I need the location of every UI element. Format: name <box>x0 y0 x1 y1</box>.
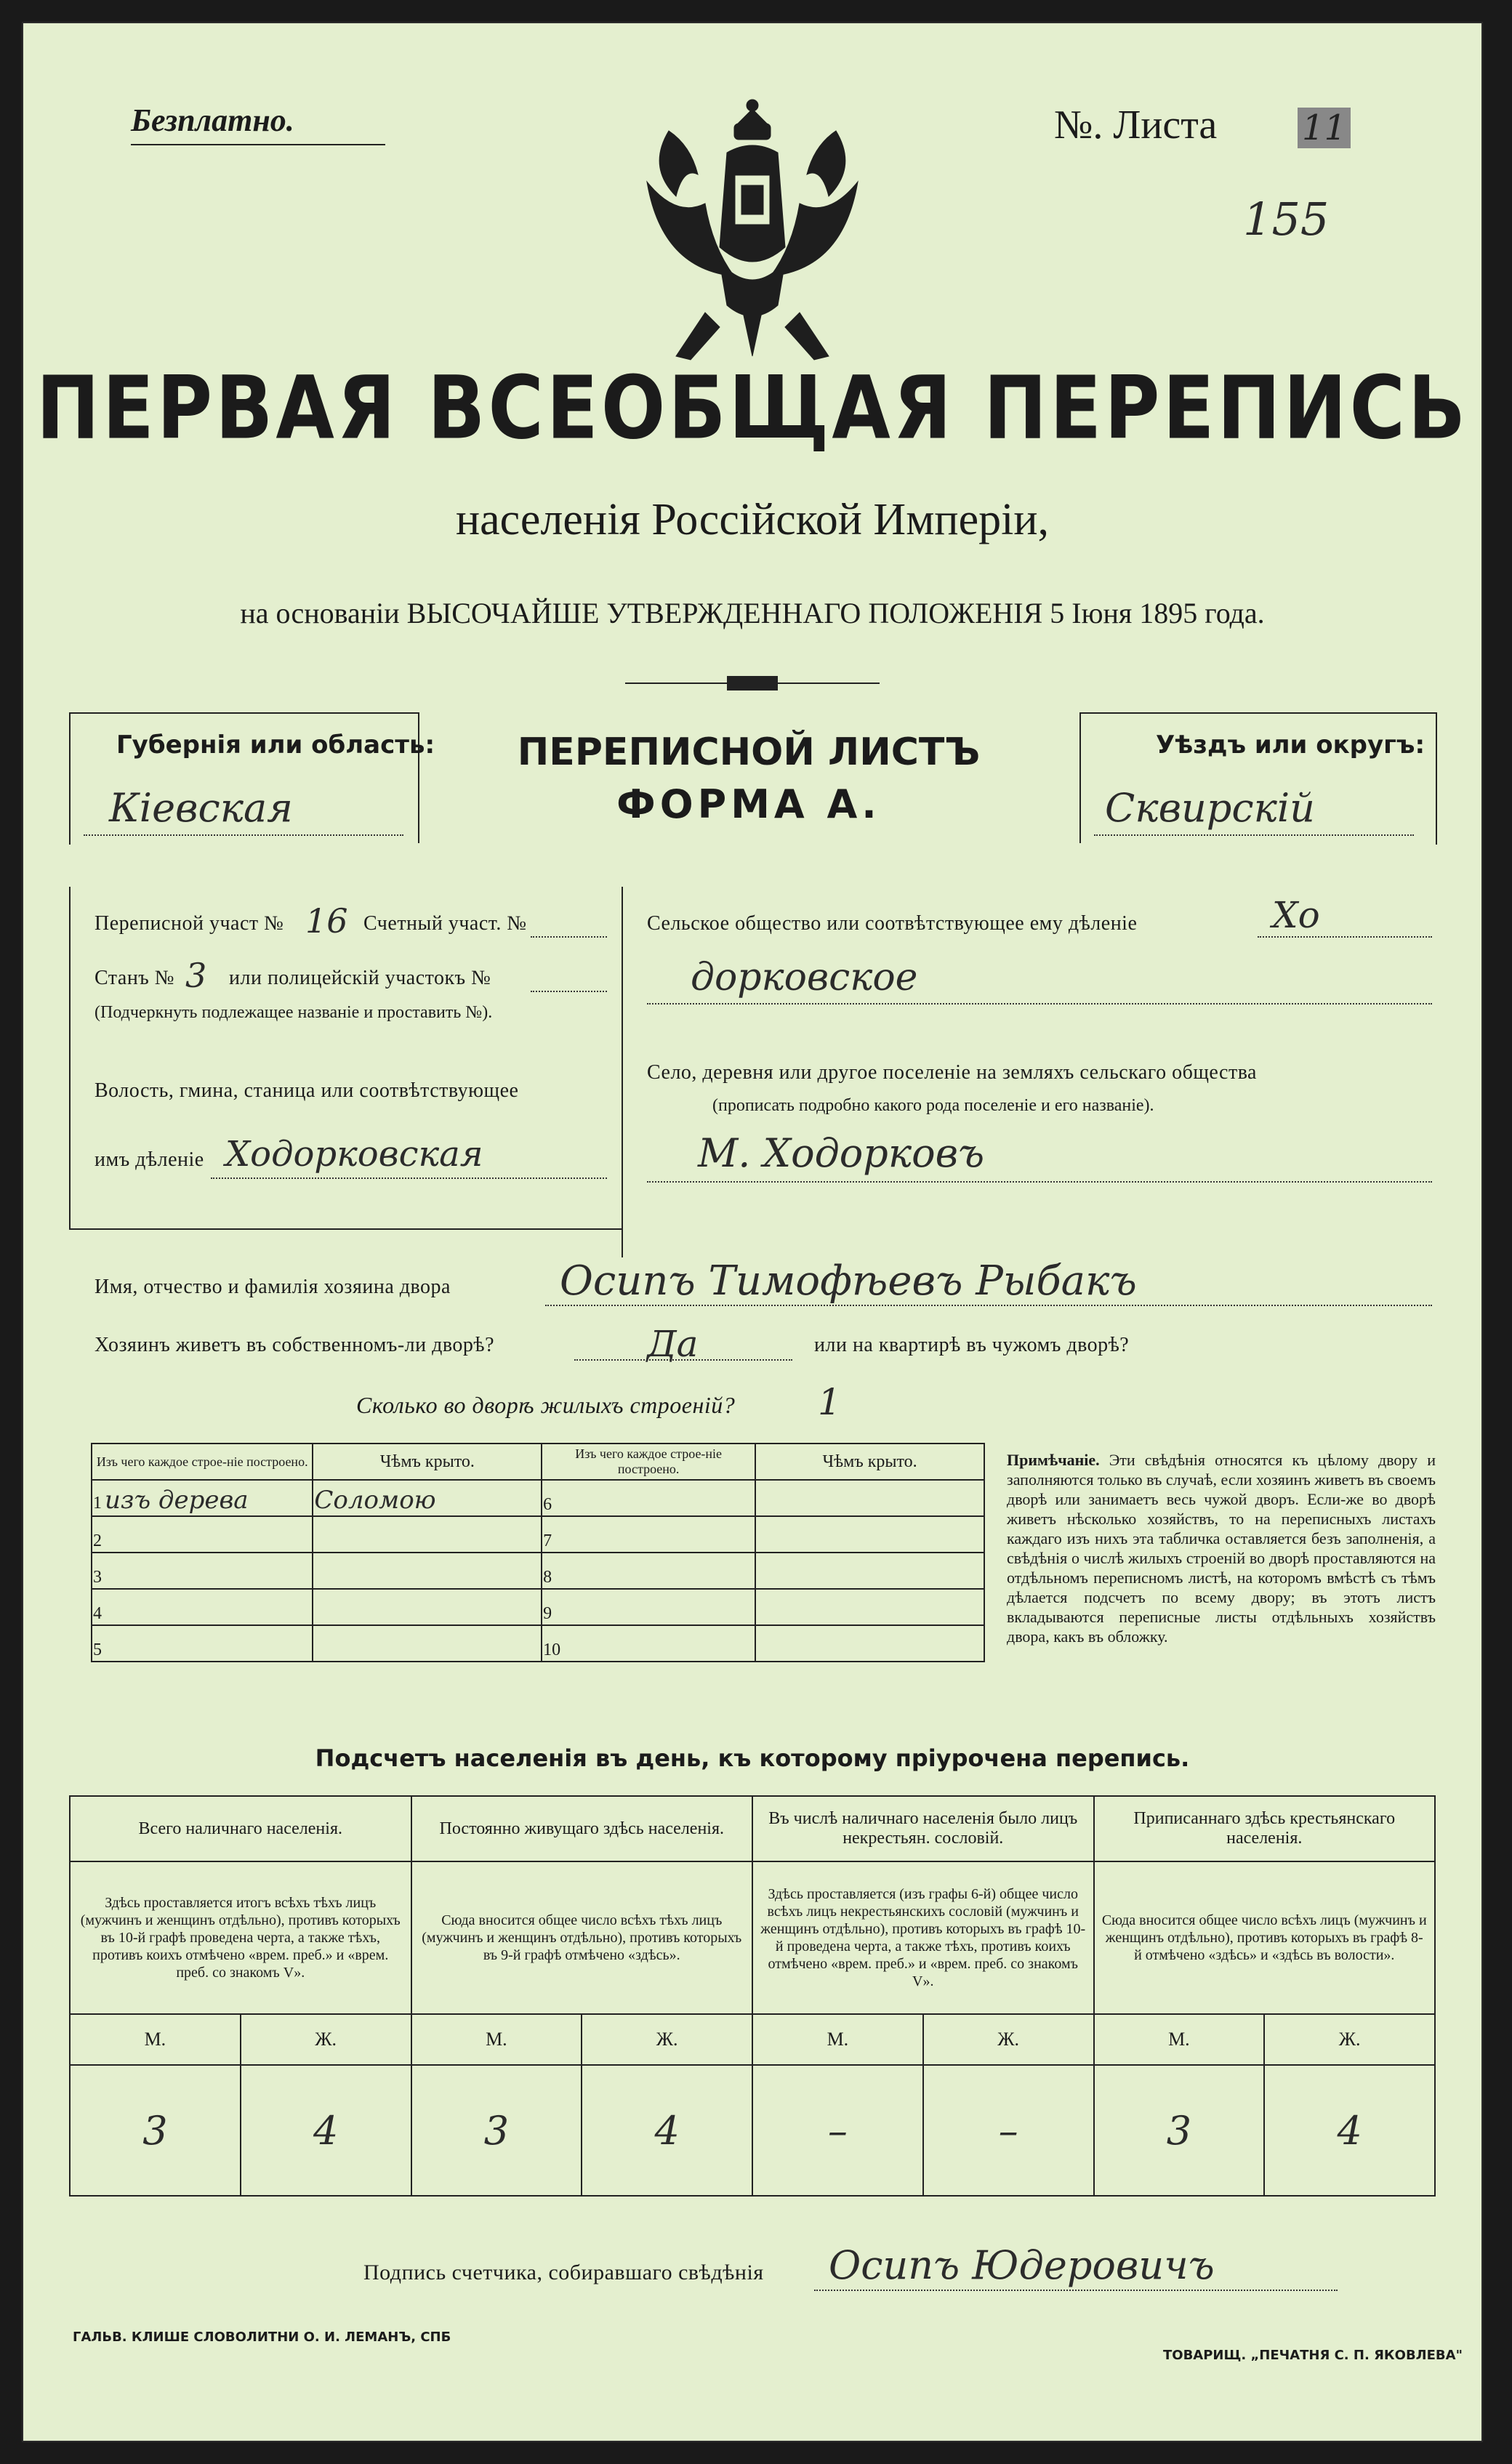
signature-label: Подпись счетчика, собиравшаго свѣдѣнія <box>363 2260 764 2284</box>
roof-1: Соломою <box>314 1486 436 1515</box>
pop-col-desc-3: Здѣсь проставляется (изъ графы 6-й) общее число всѣхъ лицъ некрестьянскихъ сословій (мужчинъ и женщинъ отдѣльно), противъ которыхъ въ графѣ 10-й проведена черта, а также тѣхъ, противъ коихъ отмѣчено «врем. преб.» и «врем. преб. со знакомъ V». <box>752 1861 1094 2014</box>
table-row: 2 7 <box>92 1516 984 1553</box>
stan-value: 3 <box>185 956 207 995</box>
legal-basis: на основаніи ВЫСОЧАЙШЕ УТВЕРЖДЕННАГО ПОЛОЖЕНІЯ 5 Іюня 1895 года. <box>240 597 1265 629</box>
table-row: 4 9 <box>92 1589 984 1625</box>
volost-label: Волость, гмина, станица или соотвѣтствующее <box>94 1079 519 1102</box>
material-1: изъ дерева <box>105 1486 249 1515</box>
m-label-2: М. <box>411 2014 582 2065</box>
ornament-divider <box>625 672 880 694</box>
page-subtitle: населенія Россійской Имперіи, <box>455 495 1050 544</box>
col-material-right: Изъ чего каждое строе-ніе построено. <box>542 1444 755 1480</box>
pop-col-desc-2: Сюда вносится общее число всѣхъ тѣхъ лицъ (мужчинъ и женщинъ отдѣльно), противъ которыхъ въ 9-й графѣ отмѣчено «здѣсь». <box>411 1861 753 2014</box>
pop-col-desc-4: Сюда вносится общее число всѣхъ лицъ (мужчинъ и женщинъ отдѣльно), противъ которыхъ въ графѣ 8-й отмѣчено «здѣсь» и «здѣсь въ волости». <box>1094 1861 1436 2014</box>
form-title: ПЕРЕПИСНОЙ ЛИСТЪ <box>517 730 981 774</box>
pop-f-3: – <box>923 2065 1094 2196</box>
note-title: Примѣчаніе. <box>1007 1451 1100 1469</box>
pop-f-4: 4 <box>1264 2065 1435 2196</box>
signature-value: Осипъ Юдеровичъ <box>829 2242 1215 2288</box>
pop-col-desc-1: Здѣсь проставляется итогъ всѣхъ тѣхъ лицъ (мужчинъ и женщинъ отдѣльно), противъ которыхъ въ 10-й графѣ проведена черта, а также тѣхъ, противъ коихъ отмѣчено «врем. преб.» и «врем. преб. со знакомъ V». <box>70 1861 411 2014</box>
pop-col-title-4: Приписаннаго здѣсь крестьянскаго населенія. <box>1094 1796 1436 1861</box>
m-label-1: М. <box>70 2014 241 2065</box>
own-yard-label: Хозяинъ живетъ въ собственномъ-ли дворѣ? <box>94 1334 495 1356</box>
m-label-3: М. <box>752 2014 923 2065</box>
table-row: 5 10 <box>92 1625 984 1662</box>
free-label: Безплатно. <box>131 102 294 138</box>
stan-label: Станъ № <box>94 967 174 989</box>
f-label-1: Ж. <box>241 2014 411 2065</box>
pop-m-2: 3 <box>411 2065 582 2196</box>
population-table <box>69 1795 1436 2197</box>
census-sheet <box>22 22 1483 2442</box>
buildings-value: 1 <box>818 1381 841 1423</box>
table-row: 1 изъ дерева Соломою 6 <box>92 1480 984 1516</box>
population-heading: Подсчетъ населенія въ день, къ которому пріурочена перепись. <box>315 1744 1190 1772</box>
m-label-4: М. <box>1094 2014 1265 2065</box>
sheet-number-label: №. Листа <box>1054 102 1218 148</box>
pop-col-title-1: Всего наличнаго населенія. <box>70 1796 411 1861</box>
sheet-number-value: 11 <box>1298 108 1351 148</box>
volost-label-2: имъ дѣленіе <box>94 1148 204 1171</box>
note-text: Эти свѣдѣнія относятся къ цѣлому двору и заполняются только въ случаѣ, если хозяинъ живетъ въ своемъ дворѣ или занимаетъ весь чужой дворъ. Если-же во дворѣ живетъ нѣсколько хозяйствъ, то на переписныхъ листахъ каждаго изъ нихъ эта табличка оставляется безъ заполненія, а свѣдѣнія о числѣ жилыхъ строеній во дворѣ проставляются на отдѣльномъ переписномъ листѣ, на которомъ вмѣстѣ съ тѣмъ дѣлается подсчетъ по всему двору; въ этотъ листъ вкладываются переписные листы отдѣльныхъ хозяйствъ двора, какъ въ обложку. <box>1007 1451 1436 1646</box>
pop-f-2: 4 <box>582 2065 752 2196</box>
other-yard-label: или на квартирѣ въ чужомъ дворѣ? <box>814 1334 1130 1356</box>
uezd-label: Уѣздъ или округъ: <box>1156 730 1425 760</box>
f-label-2: Ж. <box>582 2014 752 2065</box>
page-number: 155 <box>1243 193 1330 246</box>
society-value: Хо <box>1272 894 1320 936</box>
society-label: Сельское общество или соотвѣтствующее ему дѣленіе <box>647 912 1138 935</box>
volost-value: Ходорковская <box>225 1134 483 1175</box>
col-material-left: Изъ чего каждое строе-ніе построено. <box>92 1444 313 1480</box>
census-section-value: 16 <box>305 901 348 941</box>
f-label-3: Ж. <box>923 2014 1094 2065</box>
pop-m-4: 3 <box>1094 2065 1265 2196</box>
imperial-eagle-icon <box>632 94 872 371</box>
owner-name-label: Имя, отчество и фамилія хозяина двора <box>94 1276 451 1298</box>
village-note: (прописать подробно какого рода поселеніе и его названіе). <box>712 1096 1154 1115</box>
table-row: 3 8 <box>92 1553 984 1589</box>
gubernia-label: Губернія или область: <box>116 730 435 760</box>
village-value: М. Ходорковъ <box>698 1130 985 1176</box>
f-label-4: Ж. <box>1264 2014 1435 2065</box>
form-type: ФОРМА А. <box>616 781 881 827</box>
census-section-label: Переписной участ № <box>94 912 284 935</box>
pop-col-title-3: Въ числѣ наличнаго населенія было лицъ некрестьян. сословій. <box>752 1796 1094 1861</box>
police-label: или полицейскій участокъ № <box>229 967 491 989</box>
own-yard-value: Да <box>647 1323 699 1365</box>
society-value-2: дорковское <box>691 956 918 999</box>
gubernia-value: Кіевская <box>109 785 293 831</box>
counting-section-label: Счетный участ. № <box>363 912 527 935</box>
note-block <box>1007 1450 1436 1646</box>
buildings-label: Сколько во дворѣ жилыхъ строеній? <box>356 1392 736 1418</box>
pop-m-3: – <box>752 2065 923 2196</box>
pop-f-1: 4 <box>241 2065 411 2196</box>
police-note: (Подчеркнуть подлежащее названіе и проставить №). <box>94 1003 493 1022</box>
page-title: ПЕРВАЯ ВСЕОБЩАЯ ПЕРЕПИСЬ <box>36 356 1469 459</box>
pop-m-1: 3 <box>70 2065 241 2196</box>
col-roof-right: Чѣмъ крыто. <box>755 1444 984 1480</box>
printer-right: ТОВАРИЩ. „ПЕЧАТНЯ С. П. ЯКОВЛЕВА" <box>1163 2348 1463 2363</box>
village-label: Село, деревня или другое поселеніе на земляхъ сельскаго общества <box>647 1061 1257 1084</box>
buildings-table <box>91 1443 985 1662</box>
owner-name-value: Осипъ Тимофѣевъ Рыбакъ <box>560 1257 1137 1305</box>
printer-left: ГАЛЬВ. КЛИШЕ СЛОВОЛИТНИ О. И. ЛЕМАНЪ, СПБ <box>73 2330 451 2345</box>
uezd-value: Сквирскій <box>1105 785 1315 831</box>
col-roof-left: Чѣмъ крыто. <box>313 1444 542 1480</box>
pop-col-title-2: Постоянно живущаго здѣсь населенія. <box>411 1796 753 1861</box>
